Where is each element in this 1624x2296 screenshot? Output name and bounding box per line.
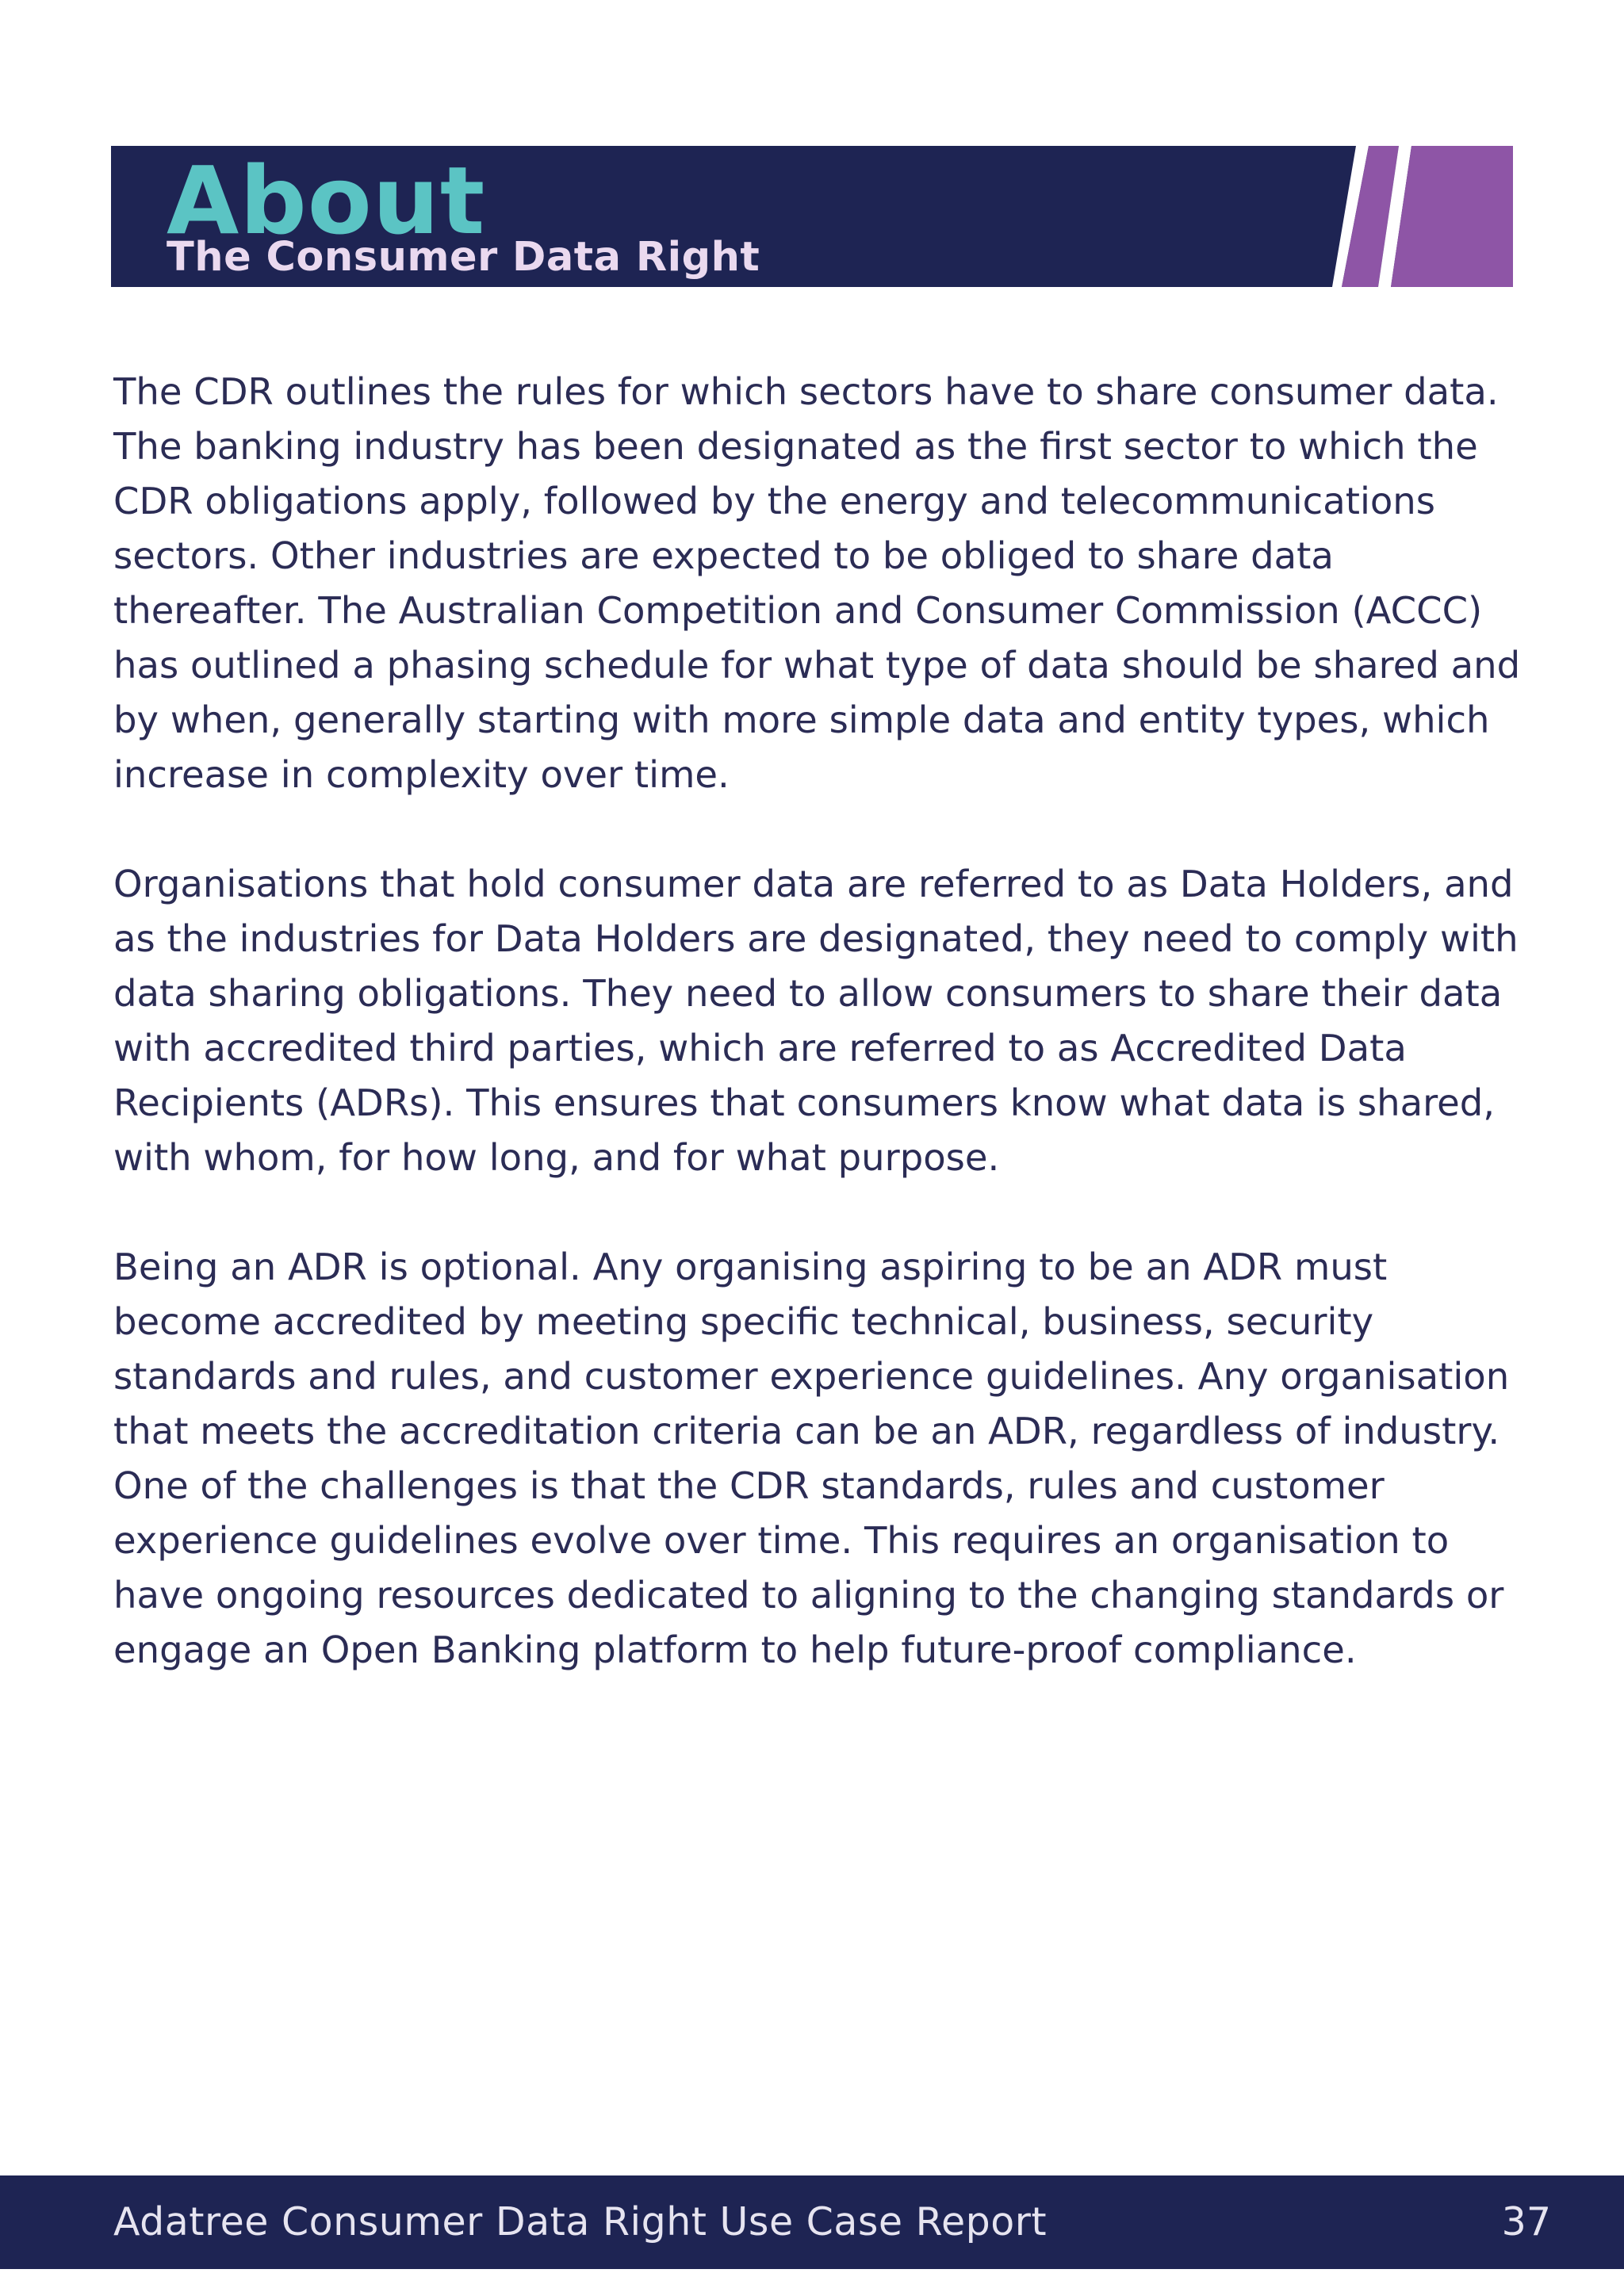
stripe-purple-2 xyxy=(1391,146,1513,287)
section-header-banner xyxy=(111,146,1513,287)
body-paragraph: Organisations that hold consumer data are referred to as Data Holders, and as the industries for Data Holders are designated, they need to comply with data sharing obligations. They need to allow consumers to share their data with accredited third parties, which are referred to as Accredited Data Recipients (ADRs). This ensures that consumers know what data is shared, with whom, for how long, and for what purpose. xyxy=(113,863,1519,1179)
page-footer xyxy=(0,2175,1624,2269)
section-subtitle: The Consumer Data Right xyxy=(167,234,760,281)
page-number: 37 xyxy=(1501,2199,1551,2244)
section-title: About xyxy=(167,146,486,255)
body-paragraph: Being an ADR is optional. Any organising aspiring to be an ADR must become accredited by meeting specific technical, business, security standards and rules, and customer experience guidelines. Any organisation that meets the accreditation criteria can be an ADR, regardless of industry. One of the challenges is that the CDR standards, rules and customer experience guidelines evolve over time. This requires an organisation to have ongoing resources dedicated to aligning to the changing standards or engage an Open Banking platform to help future-proof compliance. xyxy=(113,1246,1510,1671)
footer-report-title: Adatree Consumer Data Right Use Case Report xyxy=(113,2199,1048,2244)
body-paragraph: The CDR outlines the rules for which sectors have to share consumer data. The banking industry has been designated as the first sector to which the CDR obligations apply, followed by the energy and telecommunications sectors. Other industries are expected to be obliged to share data thereafter. The Australian Competition and Consumer Commission (ACCC) has outlined a phasing schedule for what type of data should be shared and by when, generally starting with more simple data and entity types, which increase in complexity over time. xyxy=(113,370,1521,796)
body-text xyxy=(113,365,1525,1732)
decorative-stripes xyxy=(1332,146,1513,287)
